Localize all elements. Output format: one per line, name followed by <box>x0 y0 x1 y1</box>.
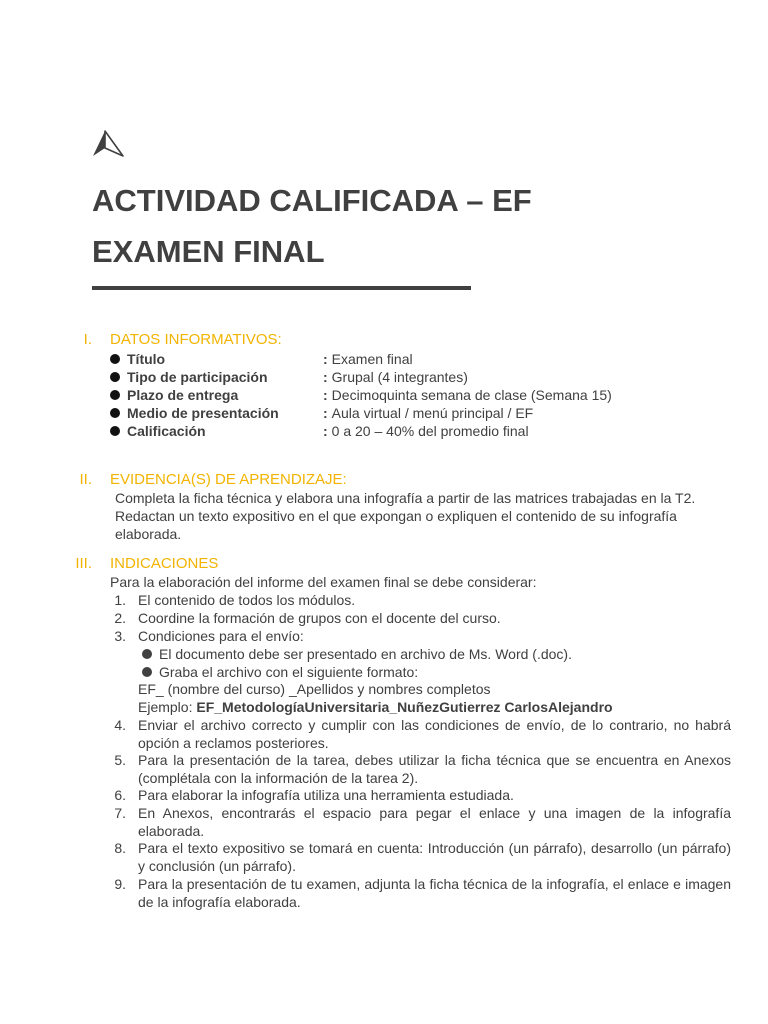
indications-intro: Para la elaboración del informe del examen final se debe considerar: <box>110 574 537 590</box>
info-value-row: : Decimoquinta semana de clase (Semana 15) <box>323 387 612 403</box>
list-text: El contenido de todos los módulos. <box>138 592 356 608</box>
bullet-icon <box>110 426 120 436</box>
bullet-icon <box>110 372 120 382</box>
info-value: Decimoquinta semana de clase (Semana 15) <box>331 387 612 403</box>
info-label: Tipo de participación <box>127 369 268 385</box>
sub-bullet-text: Graba el archivo con el siguiente formato: <box>159 664 419 680</box>
sub-bullet-item <box>142 645 572 663</box>
evidence-line-2: Redactan un texto expositivo en el que expongan o expliquen el contenido de su infografía <box>115 508 677 524</box>
section-3-title: INDICACIONES <box>110 555 219 572</box>
list-number: 8. <box>114 840 126 856</box>
sub-bullet-text: El documento debe ser presentado en archivo de Ms. Word (.doc). <box>159 646 572 662</box>
section-3-number: III. <box>75 555 92 572</box>
bullet-icon <box>110 354 120 364</box>
info-value: Grupal (4 integrantes) <box>331 369 468 385</box>
list-text: Para la presentación de tu examen, adjunta la ficha técnica de la infografía, el enlace e imagen de la infografía elaborada. <box>138 876 731 910</box>
list-number: 9. <box>114 876 126 892</box>
bullet-icon <box>142 667 152 677</box>
bullet-icon <box>110 390 120 400</box>
page-title-line-1: ACTIVIDAD CALIFICADA – EF <box>92 183 532 218</box>
example-line <box>138 699 613 717</box>
list-number: 6. <box>114 787 126 803</box>
list-number: 7. <box>114 805 126 821</box>
arrow-logo-icon <box>90 130 126 160</box>
info-value: Aula virtual / menú principal / EF <box>331 405 534 421</box>
info-row-medio <box>110 404 279 422</box>
list-text: Para elaborar la infografía utiliza una herramienta estudiada. <box>138 787 514 803</box>
list-text: Para la presentación de la tarea, debes utilizar la ficha técnica que se encuentra en Anexos (complétala con la información de la tarea 2). <box>138 752 731 786</box>
evidence-line-3: elaborada. <box>115 526 182 542</box>
info-row-titulo <box>110 350 165 368</box>
info-value-row: : 0 a 20 – 40% del promedio final <box>323 423 529 439</box>
sub-bullet-item <box>142 663 418 681</box>
list-text: En Anexos, encontrarás el espacio para pegar el enlace y una imagen de la infografía elaborada. <box>138 805 731 839</box>
info-row-plazo <box>110 386 238 404</box>
file-format-line: EF_ (nombre del curso) _Apellidos y nombres completos <box>138 681 491 697</box>
section-2-number: II. <box>79 471 92 488</box>
list-number: 5. <box>114 752 126 768</box>
example-value: EF_MetodologíaUniversitaria_NuñezGutierrez CarlosAlejandro <box>196 699 613 715</box>
list-text: Coordine la formación de grupos con el docente del curso. <box>138 610 501 626</box>
title-underline <box>92 286 471 290</box>
info-label: Plazo de entrega <box>127 387 239 403</box>
info-value: 0 a 20 – 40% del promedio final <box>331 423 529 439</box>
bullet-icon <box>110 408 120 418</box>
evidence-line-1: Completa la ficha técnica y elabora una infografía a partir de las matrices trabajadas en la T2. <box>115 490 696 506</box>
section-1-number: I. <box>83 331 92 348</box>
info-label: Título <box>127 351 166 367</box>
info-value-row: : Examen final <box>323 351 413 367</box>
list-number: 2. <box>114 610 126 626</box>
section-1-title: DATOS INFORMATIVOS: <box>110 331 282 348</box>
page-title-line-2: EXAMEN FINAL <box>92 234 325 269</box>
bullet-icon <box>142 649 152 659</box>
section-2-title: EVIDENCIA(S) DE APRENDIZAJE: <box>110 471 347 488</box>
info-value-row: : Aula virtual / menú principal / EF <box>323 405 534 421</box>
list-number: 3. <box>114 628 126 644</box>
info-value-row: : Grupal (4 integrantes) <box>323 369 468 385</box>
list-text: Enviar el archivo correcto y cumplir con las condiciones de envío, de lo contrario, no habrá opción a reclamos posteriores. <box>138 717 731 751</box>
info-row-tipo <box>110 368 268 386</box>
list-text: Condiciones para el envío: <box>138 628 304 644</box>
list-number: 1. <box>114 592 126 608</box>
example-prefix: Ejemplo: <box>138 699 193 715</box>
info-label: Medio de presentación <box>127 405 279 421</box>
list-number: 4. <box>114 717 126 733</box>
info-row-calificacion <box>110 422 206 440</box>
info-value: Examen final <box>331 351 413 367</box>
info-label: Calificación <box>127 423 206 439</box>
list-text: Para el texto expositivo se tomará en cuenta: Introducción (un párrafo), desarrollo (un párrafo) y conclusión (un párrafo). <box>138 840 731 874</box>
